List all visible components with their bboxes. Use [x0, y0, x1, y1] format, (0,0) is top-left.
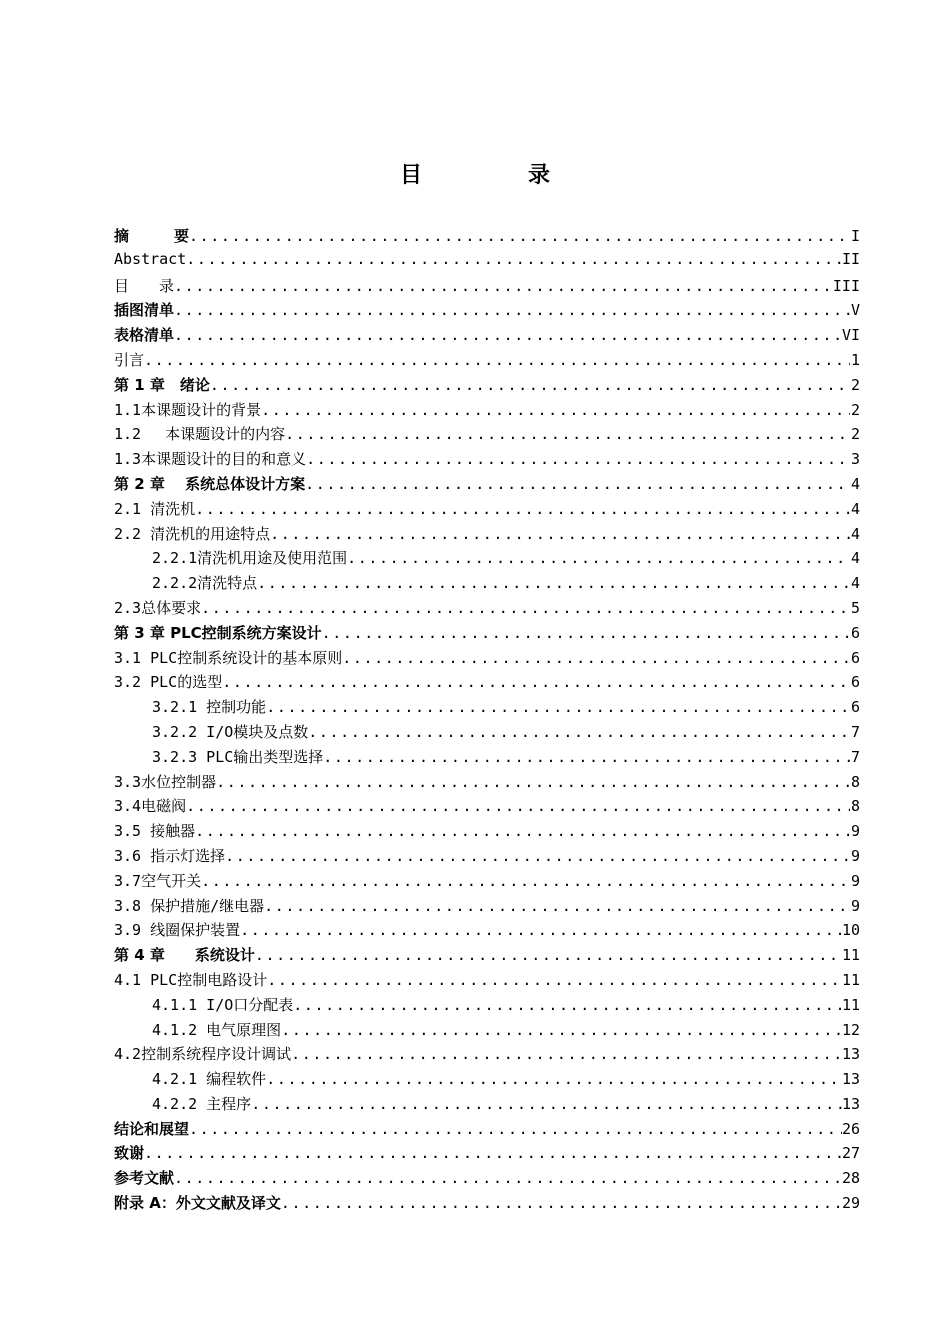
toc-entry-label: 3.5 接触器	[114, 822, 196, 841]
dot-leader	[189, 227, 850, 245]
toc-entry-page-number: 4	[850, 499, 860, 518]
toc-entry-label: 插图清单	[114, 301, 175, 320]
table-of-contents	[114, 225, 860, 1217]
toc-entry-page-number: 3	[850, 450, 860, 469]
toc-entry-label: 3.2 PLC的选型	[114, 673, 223, 692]
dot-leader	[186, 250, 842, 268]
dot-leader	[225, 847, 850, 865]
toc-entry-page-number: 13	[841, 1045, 860, 1064]
toc-entry[interactable]	[114, 523, 860, 548]
toc-entry[interactable]	[114, 349, 860, 374]
toc-entry-page-number: 6	[850, 648, 860, 667]
toc-entry-page-number: 28	[841, 1169, 860, 1188]
toc-entry[interactable]	[114, 1142, 860, 1167]
toc-entry-page-number: 11	[841, 970, 860, 989]
dot-leader	[267, 971, 842, 989]
toc-entry[interactable]	[114, 250, 860, 275]
dot-leader	[201, 872, 850, 890]
dot-leader	[308, 723, 850, 741]
toc-entry[interactable]	[114, 225, 860, 250]
toc-entry-page-number: 11	[841, 995, 860, 1014]
toc-entry-label: 3.7空气开关	[114, 871, 202, 890]
toc-entry[interactable]	[114, 473, 860, 498]
toc-entry-label: 2.2 清洗机的用途特点	[114, 524, 271, 543]
toc-entry-page-number: 7	[850, 747, 860, 766]
toc-entry-page-number: 13	[841, 1070, 860, 1089]
dot-leader	[281, 1194, 842, 1212]
dot-leader	[189, 1120, 842, 1138]
toc-entry[interactable]	[114, 299, 860, 324]
toc-entry-label: 表格清单	[114, 326, 175, 345]
toc-entry[interactable]	[114, 597, 860, 622]
dot-leader	[144, 1144, 842, 1162]
toc-entry-label: 附录 A：外文文献及译文	[114, 1194, 281, 1213]
toc-entry-page-number: 4	[850, 524, 860, 543]
toc-entry-label: 4.1.1 I/O口分配表	[152, 995, 294, 1014]
toc-entry[interactable]	[114, 498, 860, 523]
toc-entry[interactable]	[114, 696, 860, 721]
toc-entry[interactable]	[114, 647, 860, 672]
toc-entry[interactable]	[114, 1043, 860, 1068]
dot-leader	[285, 425, 850, 443]
toc-entry-page-number: II	[841, 249, 860, 268]
toc-entry[interactable]	[114, 399, 860, 424]
toc-entry-page-number: 7	[850, 722, 860, 741]
toc-entry-page-number: VI	[841, 326, 860, 345]
toc-entry[interactable]	[114, 919, 860, 944]
dot-leader	[201, 599, 850, 617]
toc-entry-page-number: I	[850, 227, 860, 245]
toc-entry-label: 第 3 章 PLC控制系统方案设计	[114, 623, 322, 642]
dot-leader	[347, 549, 850, 567]
toc-entry-label: 3.4电磁阀	[114, 797, 187, 816]
toc-entry-label: 第 4 章 系统设计	[114, 946, 255, 965]
toc-entry-page-number: 29	[841, 1194, 860, 1213]
toc-entry-page-number: 4	[850, 549, 860, 568]
toc-entry-page-number: 1	[850, 350, 860, 369]
toc-entry[interactable]	[114, 944, 860, 969]
toc-entry[interactable]	[114, 423, 860, 448]
dot-leader	[240, 921, 842, 939]
toc-entry-label: 3.2.3 PLC输出类型选择	[152, 747, 324, 766]
toc-entry-label: 3.3水位控制器	[114, 772, 217, 791]
toc-entry-page-number: 10	[841, 921, 860, 940]
toc-entry-page-number: 8	[850, 797, 860, 816]
toc-entry-page-number: 2	[850, 375, 860, 394]
dot-leader	[306, 450, 850, 468]
toc-entry-page-number: 12	[841, 1020, 860, 1039]
toc-entry[interactable]	[114, 1192, 860, 1217]
toc-entry[interactable]	[114, 895, 860, 920]
toc-entry-label: 2.2.2清洗特点	[152, 574, 258, 593]
toc-entry-page-number: V	[850, 301, 860, 320]
toc-entry[interactable]	[114, 1167, 860, 1192]
toc-entry[interactable]	[114, 795, 860, 820]
toc-entry[interactable]	[114, 374, 860, 399]
dot-leader	[257, 574, 850, 592]
toc-entry[interactable]	[114, 448, 860, 473]
toc-entry-label: 4.2.2 主程序	[152, 1094, 252, 1113]
dot-leader	[186, 797, 850, 815]
toc-entry-label: 3.9 线圈保护装置	[114, 921, 241, 940]
toc-entry[interactable]	[114, 324, 860, 349]
toc-entry[interactable]	[114, 547, 860, 572]
toc-entry-label: 第 2 章 系统总体设计方案	[114, 474, 306, 493]
toc-entry-label: 4.2.1 编程软件	[152, 1070, 267, 1089]
toc-entry-label: 1.2 本课题设计的内容	[114, 425, 286, 444]
dot-leader	[222, 673, 850, 691]
dot-leader	[266, 698, 850, 716]
toc-entry[interactable]	[114, 746, 860, 771]
dot-leader	[144, 351, 850, 369]
dot-leader	[174, 301, 850, 319]
dot-leader	[266, 1070, 842, 1088]
toc-entry[interactable]	[114, 1019, 860, 1044]
toc-entry[interactable]	[114, 721, 860, 746]
toc-entry-page-number: 6	[850, 698, 860, 717]
toc-entry-label: 目 录	[114, 276, 175, 295]
toc-entry-page-number: 6	[850, 623, 860, 642]
toc-entry-page-number: 9	[850, 846, 860, 865]
toc-entry-page-number: 4	[850, 574, 860, 593]
toc-entry-label: 2.2.1清洗机用途及使用范围	[152, 549, 348, 568]
toc-entry[interactable]	[114, 572, 860, 597]
toc-entry[interactable]	[114, 275, 860, 300]
toc-entry-label: 3.8 保护措施/继电器	[114, 896, 265, 915]
toc-entry-page-number: 9	[850, 822, 860, 841]
toc-entry-label: 结论和展望	[114, 1119, 190, 1138]
toc-entry-page-number: 26	[841, 1119, 860, 1138]
toc-entry[interactable]	[114, 969, 860, 994]
toc-entry[interactable]	[114, 671, 860, 696]
toc-entry-page-number: 13	[841, 1094, 860, 1113]
toc-entry-label: 2.1 清洗机	[114, 499, 196, 518]
toc-title: 目 录	[399, 162, 592, 188]
dot-leader	[210, 376, 850, 394]
toc-entry-label: 第 1 章 绪论	[114, 375, 210, 394]
toc-entry[interactable]	[114, 994, 860, 1019]
toc-entry-page-number: 2	[850, 425, 860, 444]
toc-entry-label: 1.3本课题设计的目的和意义	[114, 450, 307, 469]
toc-entry-label: 摘 要	[114, 227, 190, 245]
dot-leader	[261, 401, 850, 419]
dot-leader	[281, 1021, 842, 1039]
toc-entry[interactable]	[114, 1068, 860, 1093]
toc-entry-label: 致谢	[114, 1144, 145, 1163]
toc-entry-label: 4.2控制系统程序设计调试	[114, 1045, 292, 1064]
toc-entry[interactable]	[114, 870, 860, 895]
dot-leader	[305, 475, 850, 493]
toc-entry-page-number: 9	[850, 896, 860, 915]
dot-leader	[270, 525, 850, 543]
toc-entry-page-number: 8	[850, 772, 860, 791]
toc-entry-page-number: 11	[841, 946, 860, 965]
dot-leader	[195, 500, 850, 518]
toc-entry-page-number: 5	[850, 598, 860, 617]
toc-entry-page-number: 27	[841, 1144, 860, 1163]
dot-leader	[174, 326, 842, 344]
toc-entry-label: 3.2.2 I/O模块及点数	[152, 722, 309, 741]
dot-leader	[195, 822, 850, 840]
toc-entry-label: 3.1 PLC控制系统设计的基本原则	[114, 648, 343, 667]
dot-leader	[251, 1095, 842, 1113]
toc-entry-label: 3.2.1 控制功能	[152, 698, 267, 717]
dot-leader	[216, 773, 850, 791]
dot-leader	[174, 1169, 842, 1187]
toc-entry-page-number: 9	[850, 871, 860, 890]
toc-entry[interactable]	[114, 1093, 860, 1118]
dot-leader	[291, 1045, 842, 1063]
toc-entry-label: 参考文献	[114, 1169, 175, 1188]
toc-entry-label: 2.3总体要求	[114, 598, 202, 617]
dot-leader	[174, 277, 833, 295]
toc-entry[interactable]	[114, 1118, 860, 1143]
dot-leader	[255, 946, 842, 964]
toc-entry-label: 引言	[114, 350, 145, 369]
toc-entry[interactable]	[114, 622, 860, 647]
toc-entry-label: 3.6 指示灯选择	[114, 846, 226, 865]
toc-entry[interactable]	[114, 820, 860, 845]
toc-entry-page-number: 6	[850, 673, 860, 692]
toc-entry-label: 4.1.2 电气原理图	[152, 1020, 282, 1039]
toc-entry-page-number: III	[832, 276, 860, 295]
dot-leader	[322, 624, 850, 642]
dot-leader	[323, 748, 850, 766]
toc-entry-page-number: 4	[850, 474, 860, 493]
toc-entry[interactable]	[114, 771, 860, 796]
toc-entry-label: 4.1 PLC控制电路设计	[114, 970, 268, 989]
toc-entry-page-number: 2	[850, 400, 860, 419]
dot-leader	[264, 897, 850, 915]
toc-entry-label: Abstract	[114, 249, 187, 268]
dot-leader	[293, 996, 842, 1014]
toc-entry-label: 1.1本课题设计的背景	[114, 400, 262, 419]
toc-entry[interactable]	[114, 845, 860, 870]
dot-leader	[342, 649, 850, 667]
